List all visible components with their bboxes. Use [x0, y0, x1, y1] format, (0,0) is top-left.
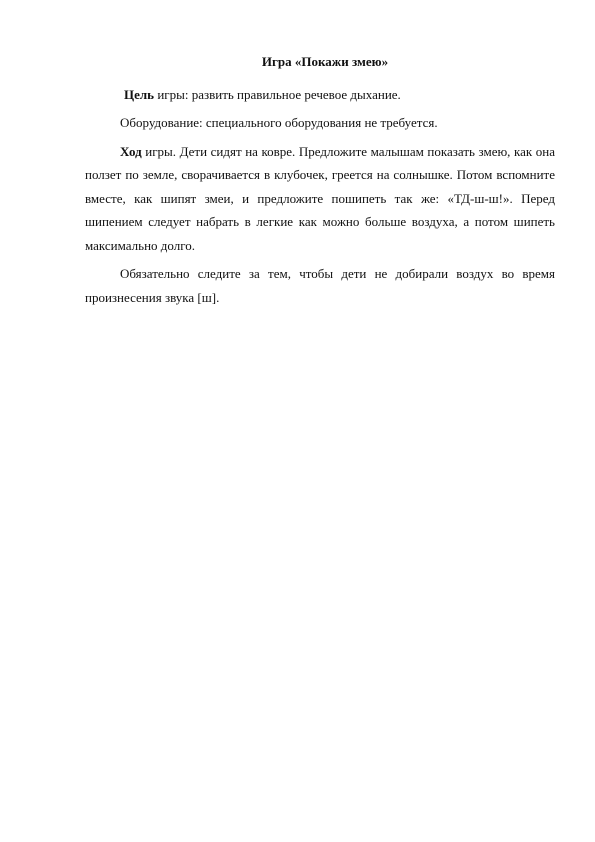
note-text: Обязательно следите за тем, чтобы дети не добирали воздух во время произнесения звука [ш].	[85, 266, 555, 305]
document-body	[85, 50, 555, 314]
note-paragraph	[85, 262, 555, 309]
equipment-text: Оборудование: специального оборудования не требуется.	[120, 115, 438, 130]
equipment-paragraph	[85, 111, 555, 135]
progress-label: Ход	[120, 143, 142, 159]
document-title: Игра «Покажи змею»	[261, 54, 389, 69]
goal-paragraph	[85, 83, 555, 107]
goal-text: игры: развить правильное речевое дыхание.	[154, 86, 401, 102]
progress-text: игры. Дети сидят на ковре. Предложите малышам показать змею, как она ползет по земле, сворачивается в клубочек, греется на солнышке. Потом вспомните вместе, как шипят змеи, и предложите пошипеть так же: «ТД-ш-ш!». Перед шипением следует набрать в легкие как можно больше воздуха, а потом шипеть максимально долго.	[85, 143, 555, 253]
goal-label: Цель	[124, 86, 155, 102]
progress-paragraph	[85, 140, 555, 258]
